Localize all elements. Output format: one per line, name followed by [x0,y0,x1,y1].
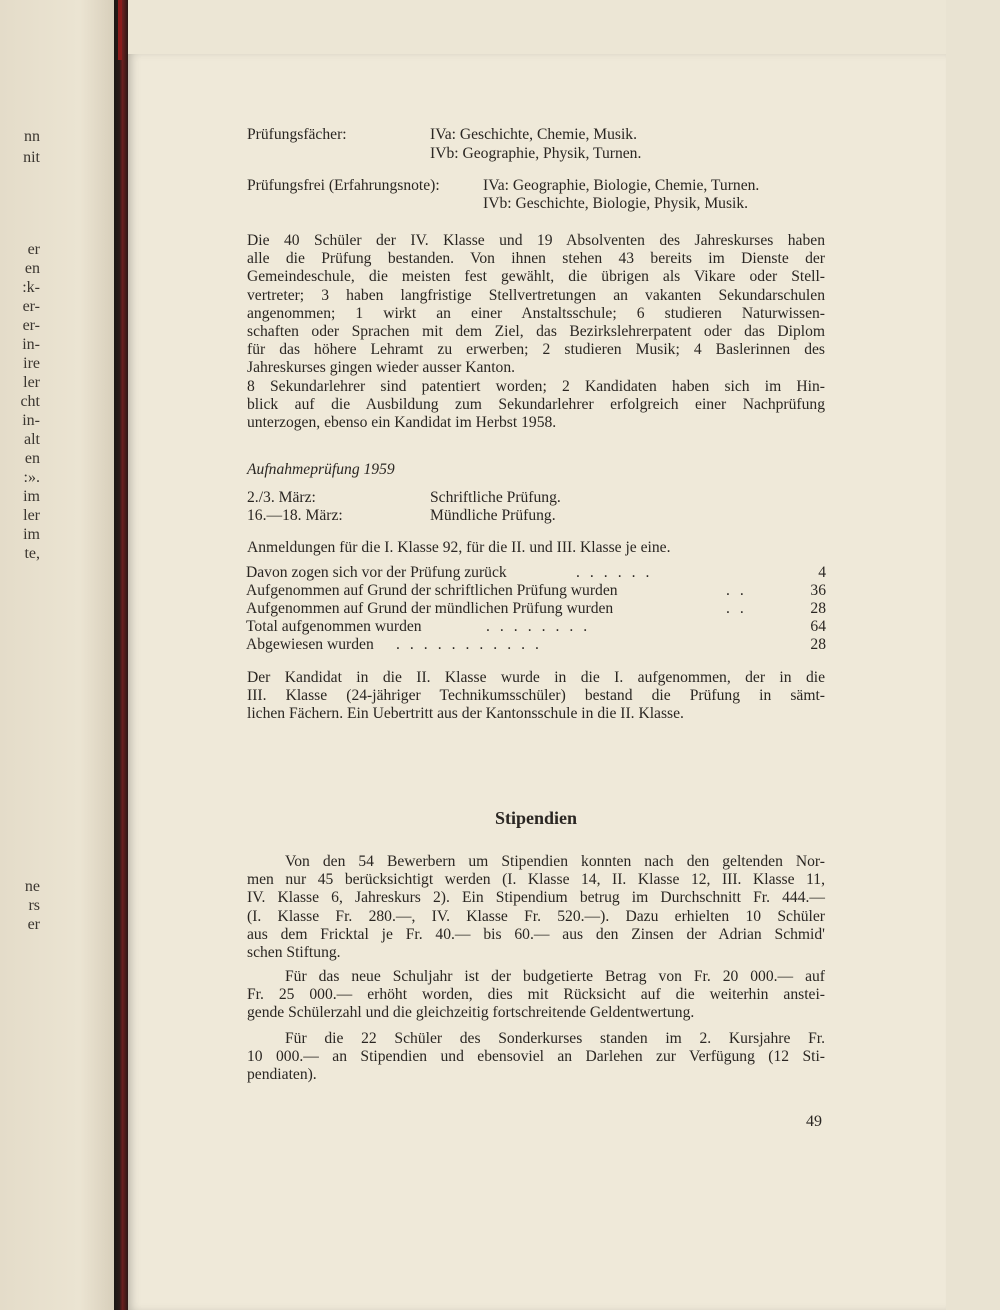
leader-dots: ...... [576,564,660,581]
text-line: vertreter; 3 haben langfristige Stellvertretungen an vakanten Sekundarschulen [247,286,825,304]
text-line: schaften oder Sprachen mit dem Ziel, das Bezirkslehrerpatent oder das Diplom [247,323,825,341]
registrations-line: Anmeldungen für die I. Klasse 92, für die II. und III. Klasse je eine. [247,539,671,556]
left-page-fragment: in- [22,412,40,429]
text-line: men nur 45 berücksichtigt werden (I. Klasse 14, II. Klasse 12, III. Klasse 11, [247,871,825,889]
stat-value: 64 [810,618,826,635]
exam-free-label: Prüfungsfrei (Erfahrungsnote): [247,177,440,194]
text-line: Gemeindeschule, die meisten fest gewählt, die übrigen als Vikare oder Stell- [247,268,825,286]
exam-date-desc: Schriftliche Prüfung. [430,489,561,506]
left-page-fragment: ler [23,374,40,391]
left-page-fragment: im [23,488,40,505]
spine-binding [118,0,122,60]
stipendien-paragraph [247,853,825,962]
stat-row [246,636,826,654]
stipendien-paragraph [247,1030,825,1085]
left-page-fragment: nn [24,128,40,145]
left-page-fragment: nit [23,149,40,166]
text-line: aus dem Fricktal je Fr. 40.— bis 60.— aus den Zinsen der Adrian Schmid' [247,925,825,943]
text-line: (I. Klasse Fr. 280.—, IV. Klasse Fr. 520.—). Dazu erhielten 10 Schüler [247,907,825,925]
text-line: Fr. 25 000.— erhöht worden, dies mit Rücksicht auf die weiterhin anstei- [247,986,825,1004]
exam-free-line: IVb: Geschichte, Biologie, Physik, Musik. [483,195,749,212]
exam-subjects-label: Prüfungsfächer: [247,126,347,143]
text-line: Von den 54 Bewerbern um Stipendien konnten nach den geltenden Nor- [285,853,825,870]
text-line: 8 Sekundarlehrer sind patentiert worden; 2 Kandidaten haben sich im Hin- [247,377,825,395]
text-line: Der Kandidat in die II. Klasse wurde in die I. aufgenommen, der in die [247,669,825,686]
stat-value: 4 [818,564,826,581]
text-line: III. Klasse (24-jähriger Technikumsschüler) bestand die Prüfung in sämt- [247,687,825,705]
left-page-fragment: rs [28,897,40,914]
left-page-fragment: ire [23,355,40,372]
exam-date: 2./3. März: [247,489,316,506]
stat-label: Total aufgenommen wurden [246,618,422,635]
text-line: Die 40 Schüler der IV. Klasse und 19 Absolventen des Jahreskurses haben [247,232,825,249]
exam-date: 16.—18. März: [247,507,343,524]
section-heading: Stipendien [494,808,578,828]
stat-value: 36 [810,582,826,599]
leader-dots: ........ [486,618,598,635]
text-line: blick auf die Ausbildung zum Sekundarlehrer erfolgreich einer Nachprüfung [247,395,825,413]
stat-value: 28 [810,636,826,653]
page-right-margin [946,0,1000,1310]
exam-subjects-line: IVb: Geographie, Physik, Turnen. [430,145,642,162]
exam-free-line: IVa: Geographie, Biologie, Chemie, Turnen. [483,177,760,194]
book-gutter [114,0,128,1310]
text-line: IV. Klasse 6, Jahreskurs 2). Ein Stipendium betrug im Durchschnitt Fr. 444.— [247,889,825,907]
left-page-fragment: er- [22,298,40,315]
text-line: Jahreskurses gingen wieder ausser Kanton. [247,359,516,377]
page-top-margin [128,0,1000,54]
stat-label: Davon zogen sich vor der Prüfung zurück [246,564,507,581]
stat-row [246,582,826,600]
left-page-fragment: cht [20,393,40,410]
text-line: angenommen; 1 wirkt an einer Anstaltsschule; 6 studieren Naturwissen- [247,304,825,322]
stipendien-paragraph [247,968,825,1023]
stat-row [246,618,826,636]
left-page-fragment: :k- [22,279,40,296]
left-page-fragment: te, [24,545,40,562]
left-page-fragment: en [24,260,40,277]
candidate-note-paragraph [247,669,825,724]
exam-subjects-line: IVa: Geschichte, Chemie, Musik. [430,126,638,143]
stat-row [246,600,826,618]
page-number: 49 [806,1113,822,1130]
stat-label: Abgewiesen wurden [246,636,374,653]
left-page-fragment: er- [22,317,40,334]
leader-dots: ........... [396,636,549,653]
left-page-fragment: en [24,450,40,467]
stat-value: 28 [810,600,826,617]
leader-dots: .. [726,582,754,599]
text-line: lichen Fächern. Ein Uebertritt aus der Kantonsschule in die II. Klasse. [247,705,684,723]
stat-row [246,564,826,582]
left-page-fragment: ler [23,507,40,524]
left-page-strip [0,0,114,1310]
left-page-fragment: er [27,916,40,933]
stat-label: Aufgenommen auf Grund der mündlichen Prüfung wurden [246,600,614,617]
text-line: Für das neue Schuljahr ist der budgetierte Betrag von Fr. 20 000.— auf [285,968,825,985]
left-page-fragment: alt [24,431,40,448]
exam-date-desc: Mündliche Prüfung. [430,507,556,524]
text-line: für das höhere Lehramt zu erwerben; 2 studieren Musik; 4 Baslerinnen des [247,341,825,359]
graduates-paragraph [247,232,825,432]
text-line: 10 000.— an Stipendien und ebensoviel an Darlehen zur Verfügung (12 Sti- [247,1048,825,1066]
text-line: gende Schülerzahl und die gleichzeitig fortschreitende Geldentwertung. [247,1004,695,1022]
left-page-fragment: er [27,241,40,258]
text-line: unterzogen, ebenso ein Kandidat im Herbst 1958. [247,414,557,432]
text-line: alle die Prüfung bestanden. Von ihnen stehen 43 bereits im Dienste der [247,250,825,268]
left-page-fragment: in- [22,336,40,353]
text-line: Für die 22 Schüler des Sonderkurses standen im 2. Kursjahre Fr. [285,1030,825,1047]
text-line: pendiaten). [247,1066,317,1084]
left-page-fragment: ne [24,878,40,895]
left-page-fragment: im [23,526,40,543]
entrance-exam-heading: Aufnahmeprüfung 1959 [247,461,395,478]
stat-label: Aufgenommen auf Grund der schriftlichen Prüfung wurden [246,582,618,599]
text-line: schen Stiftung. [247,944,341,962]
leader-dots: .. [726,600,754,617]
left-page-fragment: :». [23,469,40,486]
